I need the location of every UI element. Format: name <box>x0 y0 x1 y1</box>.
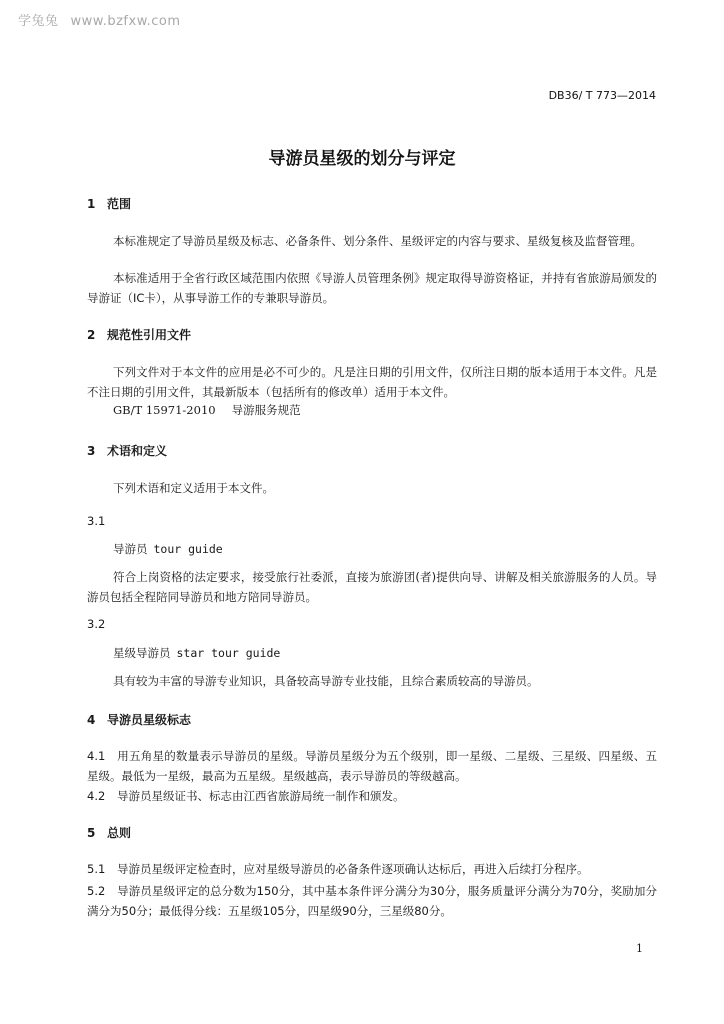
clause-number: 5.1 <box>87 862 106 876</box>
section-heading-1 <box>87 195 131 212</box>
page-number: 1 <box>636 942 643 955</box>
paragraph: 下列术语和定义适用于本文件。 <box>113 481 274 495</box>
paragraph: 本标准规定了导游员星级及标志、必备条件、划分条件、星级评定的内容与要求、星级复核及监督管理。 <box>113 234 642 248</box>
term-heading <box>113 541 223 557</box>
clause-number: 5.2 <box>87 884 106 898</box>
normative-reference <box>113 402 301 418</box>
term-heading <box>113 645 280 661</box>
watermark <box>18 10 181 29</box>
section-number: 5 <box>87 826 96 840</box>
term-definition: 具有较为丰富的导游专业知识，具备较高导游专业技能，且综合素质较高的导游员。 <box>113 674 539 688</box>
reference-name: 导游服务规范 <box>231 403 301 417</box>
section-title: 术语和定义 <box>107 444 168 458</box>
clause-number: 4.1 <box>87 749 106 763</box>
section-heading-5 <box>87 824 131 841</box>
term-chinese: 星级导游员 <box>113 646 171 660</box>
paragraph: 下列文件对于本文件的应用是必不可少的。凡是注日期的引用文件，仅所注日期的版本适用于本文件。凡是不注日期的引用文件，其最新版本（包括所有的修改单）适用于本文件。 <box>87 365 657 399</box>
section-heading-2 <box>87 326 191 343</box>
term-number: 3.1 <box>87 514 106 528</box>
section-number: 1 <box>87 197 96 211</box>
section-heading-3 <box>87 442 167 459</box>
term-chinese: 导游员 <box>113 542 148 556</box>
term-english: tour guide <box>153 542 223 556</box>
watermark-brand: 学兔兔 <box>18 14 59 29</box>
section-title: 规范性引用文件 <box>107 328 192 342</box>
clause <box>87 786 657 806</box>
term-english: star tour guide <box>176 646 281 660</box>
section-title: 总则 <box>107 826 132 840</box>
section-number: 4 <box>87 713 96 727</box>
clause-number: 4.2 <box>87 789 106 803</box>
document-number: DB36/ T 773—2014 <box>548 89 656 102</box>
clause-text: 导游员星级评定的总分数为150分，其中基本条件评分满分为30分，服务质量评分满分为70分，奖励加分满分为50分；最低得分线：五星级105分，四星级90分，三星级80分。 <box>87 884 657 918</box>
clause <box>87 746 657 786</box>
clause-text: 导游员星级评定检查时，应对星级导游员的必备条件逐项确认达标后，再进入后续打分程序。 <box>117 862 589 876</box>
reference-code: GB/T 15971-2010 <box>113 403 216 417</box>
section-heading-4 <box>87 711 191 728</box>
section-title: 导游员星级标志 <box>107 713 192 727</box>
paragraph: 本标准适用于全省行政区域范围内依照《导游人员管理条例》规定取得导游资格证，并持有省旅游局颁发的导游证（IC卡），从事导游工作的专兼职导游员。 <box>87 271 657 305</box>
section-number: 3 <box>87 444 96 458</box>
document-title: 导游员星级的划分与评定 <box>268 149 456 169</box>
watermark-url: www.bzfxw.com <box>70 14 181 29</box>
section-number: 2 <box>87 328 96 342</box>
section-title: 范围 <box>107 197 132 211</box>
term-definition: 符合上岗资格的法定要求，接受旅行社委派，直接为旅游团(者)提供向导、讲解及相关旅游服务的人员。导游员包括全程陪同导游员和地方陪同导游员。 <box>87 570 657 604</box>
term-number: 3.2 <box>87 617 106 631</box>
clause <box>87 881 657 921</box>
clause-text: 导游员星级证书、标志由江西省旅游局统一制作和颁发。 <box>117 789 405 803</box>
clause-text: 用五角星的数量表示导游员的星级。导游员星级分为五个级别，即一星级、二星级、三星级、四星级、五星级。最低为一星级，最高为五星级。星级越高，表示导游员的等级越高。 <box>87 749 657 783</box>
clause <box>87 859 657 879</box>
